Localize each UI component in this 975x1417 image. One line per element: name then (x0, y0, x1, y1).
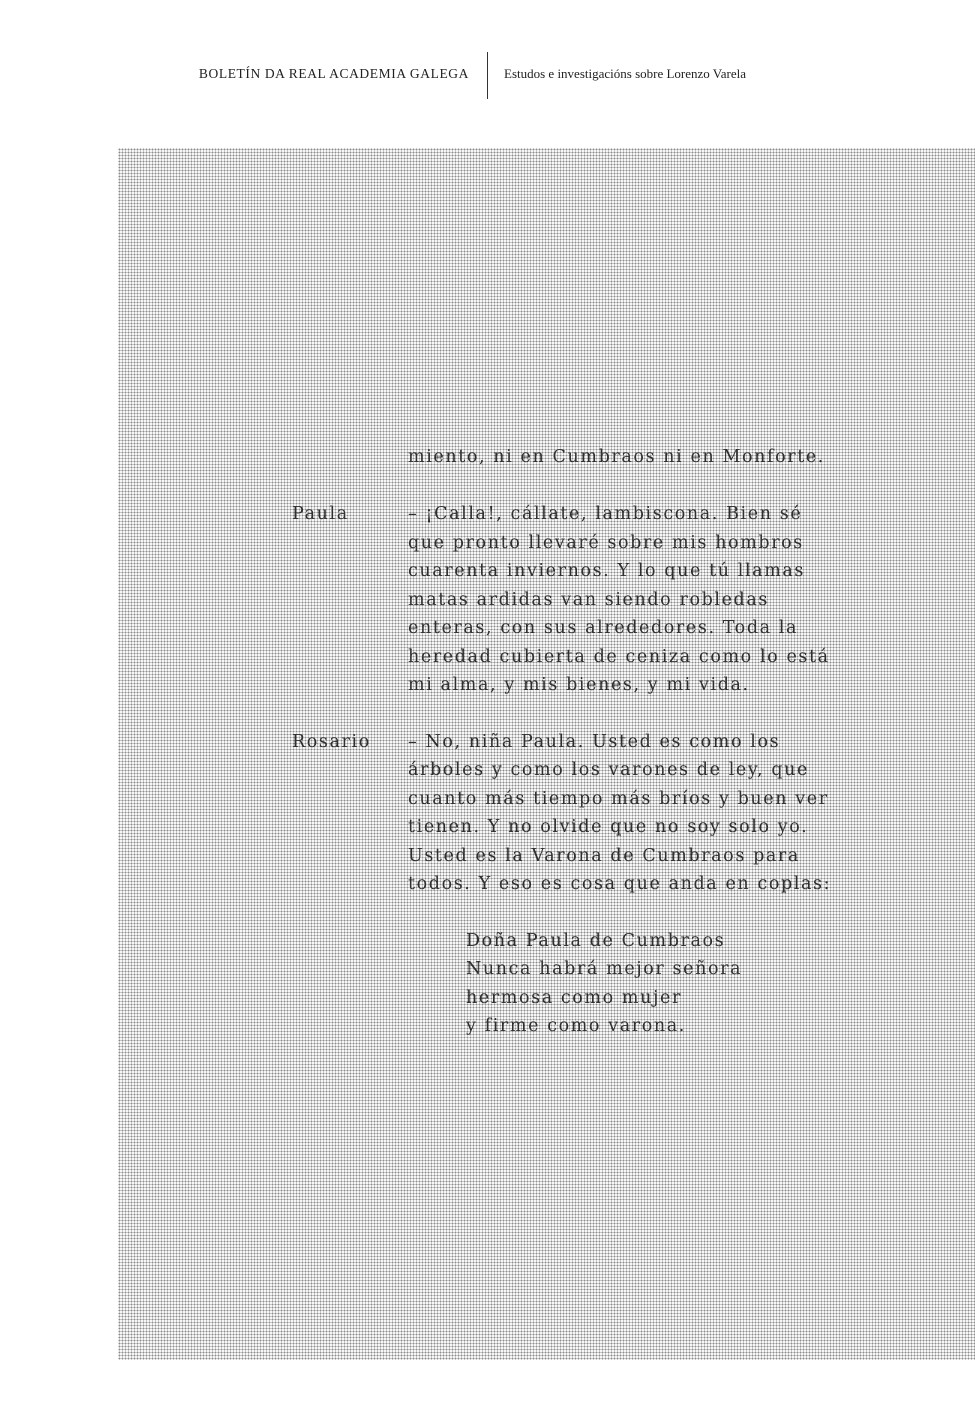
dialogue-line: cuanto más tiempo más bríos y buen ver (408, 789, 829, 809)
verse-line: hermosa como mujer (466, 988, 682, 1008)
section-title: Estudos e investigacións sobre Lorenzo Varela (504, 66, 746, 81)
dialogue-line: mi alma, y mis bienes, y mi vida. (408, 675, 750, 695)
speaker-name: Paula (292, 504, 349, 524)
dialogue-line: cuarenta inviernos. Y lo que tú llamas (408, 561, 806, 581)
verse-line: y firme como varona. (466, 1016, 686, 1036)
dialogue-line: Usted es la Varona de Cumbraos para (408, 846, 800, 866)
dialogue-line: heredad cubierta de ceniza como lo está (408, 647, 830, 667)
dialogue-line: todos. Y eso es cosa que anda en coplas: (408, 874, 832, 894)
dialogue-line: que pronto llevaré sobre mis hombros (408, 533, 804, 553)
dialogue-line: árboles y como los varones de ley, que (408, 760, 809, 780)
dialogue-line: tienen. Y no olvide que no soy solo yo. (408, 817, 809, 837)
dialogue-line: – No, niña Paula. Usted es como los (408, 732, 781, 752)
journal-title: BOLETÍN DA REAL ACADEMIA GALEGA (198, 66, 469, 81)
verse-line: Nunca habrá mejor señora (466, 959, 743, 979)
verse-line: Doña Paula de Cumbraos (466, 931, 726, 951)
dialogue-line: – ¡Calla!, cállate, lambiscona. Bien sé (408, 504, 803, 524)
speaker-name: Rosario (292, 732, 371, 752)
dialogue-line: matas ardidas van siendo robledas (408, 590, 769, 610)
opening-line: miento, ni en Cumbraos ni en Monforte. (408, 447, 825, 467)
dialogue-line: enteras, con sus alrededores. Toda la (408, 618, 799, 638)
